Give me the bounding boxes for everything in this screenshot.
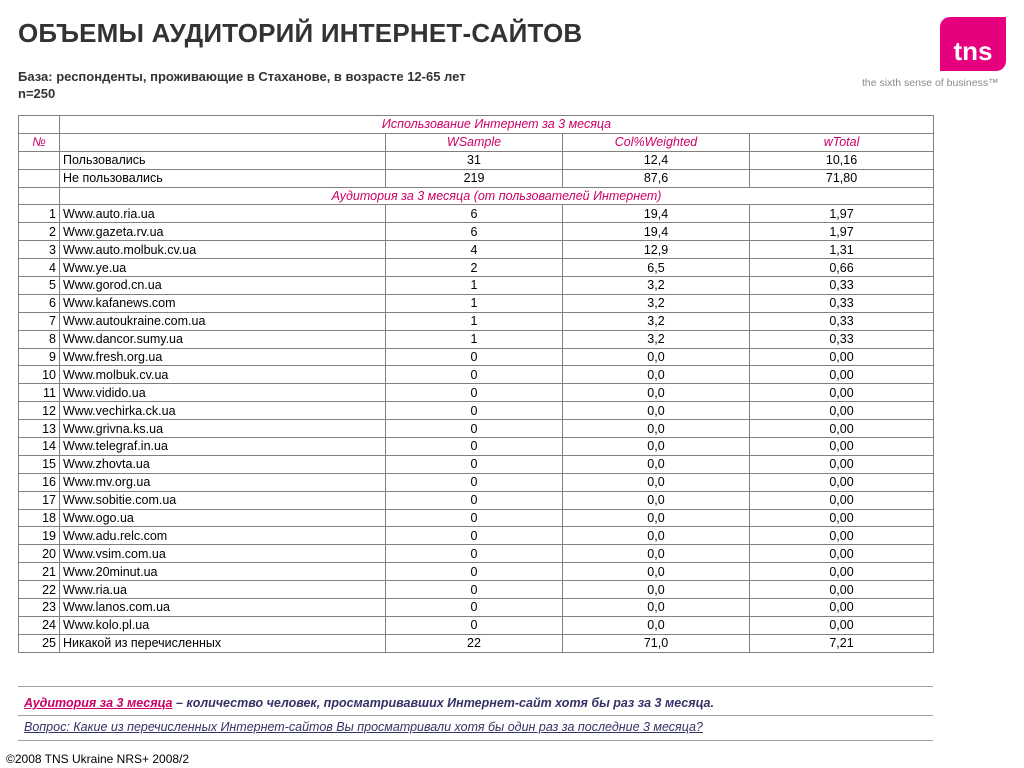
colweighted-value: 0,0 — [563, 491, 750, 509]
row-number: 5 — [19, 277, 60, 295]
wtotal-value: 0,00 — [750, 491, 934, 509]
row-number: 19 — [19, 527, 60, 545]
table-row — [19, 277, 934, 295]
definition-text: – количество человек, просматривавших Интернет-сайт хотя бы раз за 3 месяца. — [172, 696, 714, 710]
usage-wsample: 31 — [386, 151, 563, 169]
tns-logo — [940, 17, 1006, 71]
site-name: Www.sobitie.com.ua — [60, 491, 386, 509]
footer-copyright: ©2008 TNS Ukraine NRS+ 2008/2 — [6, 752, 190, 766]
wtotal-value: 0,00 — [750, 473, 934, 491]
colweighted-value: 0,0 — [563, 420, 750, 438]
site-name: Www.adu.relc.com — [60, 527, 386, 545]
wtotal-value: 0,33 — [750, 312, 934, 330]
wtotal-value: 0,00 — [750, 509, 934, 527]
table-row — [19, 527, 934, 545]
wsample-value: 6 — [386, 205, 563, 223]
wsample-value: 4 — [386, 241, 563, 259]
audience-table-body — [19, 116, 934, 653]
site-name: Www.vidido.ua — [60, 384, 386, 402]
wtotal-value: 0,33 — [750, 294, 934, 312]
table-row — [19, 545, 934, 563]
row-number: 13 — [19, 420, 60, 438]
wsample-value: 1 — [386, 277, 563, 295]
wsample-value: 2 — [386, 259, 563, 277]
site-name: Www.fresh.org.ua — [60, 348, 386, 366]
sample-size: n=250 — [18, 86, 56, 101]
wsample-value: 6 — [386, 223, 563, 241]
site-name: Www.mv.org.ua — [60, 473, 386, 491]
table-row — [19, 259, 934, 277]
wsample-value: 0 — [386, 527, 563, 545]
colweighted-value: 3,2 — [563, 312, 750, 330]
wtotal-value: 0,00 — [750, 348, 934, 366]
row-number: 22 — [19, 581, 60, 599]
empty-cell — [19, 169, 60, 187]
colweighted-value: 0,0 — [563, 616, 750, 634]
logo-text: tns — [953, 36, 993, 66]
colweighted-value: 0,0 — [563, 348, 750, 366]
notes-divider — [18, 715, 933, 716]
site-name: Www.kafanews.com — [60, 294, 386, 312]
logo-tagline: the sixth sense of business™ — [862, 77, 999, 89]
usage-row — [19, 151, 934, 169]
usage-wtotal: 71,80 — [750, 169, 934, 187]
wsample-value: 1 — [386, 312, 563, 330]
colweighted-value: 0,0 — [563, 438, 750, 456]
wtotal-value: 0,00 — [750, 455, 934, 473]
colweighted-value: 0,0 — [563, 509, 750, 527]
table-row — [19, 420, 934, 438]
colweighted-value: 0,0 — [563, 545, 750, 563]
row-number: 15 — [19, 455, 60, 473]
wtotal-value: 0,00 — [750, 527, 934, 545]
wsample-value: 0 — [386, 473, 563, 491]
row-number: 4 — [19, 259, 60, 277]
row-number: 21 — [19, 563, 60, 581]
col-header-wtotal: wTotal — [750, 133, 934, 151]
row-number: 24 — [19, 616, 60, 634]
colweighted-value: 3,2 — [563, 294, 750, 312]
empty-cell — [60, 133, 386, 151]
row-number: 3 — [19, 241, 60, 259]
colweighted-value: 0,0 — [563, 527, 750, 545]
wsample-value: 0 — [386, 581, 563, 599]
row-number: 7 — [19, 312, 60, 330]
usage-label: Не пользовались — [60, 169, 386, 187]
table-row — [19, 205, 934, 223]
table-row — [19, 599, 934, 617]
wtotal-value: 0,00 — [750, 616, 934, 634]
wtotal-value: 1,31 — [750, 241, 934, 259]
wsample-value: 0 — [386, 366, 563, 384]
colweighted-value: 19,4 — [563, 223, 750, 241]
table-row — [19, 473, 934, 491]
colweighted-value: 0,0 — [563, 599, 750, 617]
usage-colweighted: 12,4 — [563, 151, 750, 169]
row-number: 25 — [19, 634, 60, 652]
base-line: База: респонденты, проживающие в Стаханове, в возрасте 12-65 лет — [18, 69, 466, 84]
site-name: Www.telegraf.in.ua — [60, 438, 386, 456]
table-row — [19, 509, 934, 527]
colweighted-value: 71,0 — [563, 634, 750, 652]
colweighted-value: 0,0 — [563, 563, 750, 581]
wsample-value: 0 — [386, 509, 563, 527]
site-name: Никакой из перечисленных — [60, 634, 386, 652]
wsample-value: 1 — [386, 294, 563, 312]
notes-divider-bottom — [18, 740, 933, 741]
wsample-value: 0 — [386, 384, 563, 402]
wsample-value: 0 — [386, 438, 563, 456]
row-number: 11 — [19, 384, 60, 402]
row-number: 1 — [19, 205, 60, 223]
colweighted-value: 12,9 — [563, 241, 750, 259]
col-header-colweighted: Col%Weighted — [563, 133, 750, 151]
site-name: Www.grivna.ks.ua — [60, 420, 386, 438]
page-title: ОБЪЕМЫ АУДИТОРИЙ ИНТЕРНЕТ-САЙТОВ — [18, 18, 583, 48]
empty-cell — [19, 151, 60, 169]
row-number: 17 — [19, 491, 60, 509]
definition-term[interactable]: Аудитория за 3 месяца — [24, 696, 173, 710]
wtotal-value: 0,33 — [750, 277, 934, 295]
site-name: Www.ogo.ua — [60, 509, 386, 527]
wsample-value: 0 — [386, 563, 563, 581]
row-number: 18 — [19, 509, 60, 527]
table-row — [19, 348, 934, 366]
section1-title: Использование Интернет за 3 месяца — [60, 116, 934, 134]
wsample-value: 0 — [386, 599, 563, 617]
wtotal-value: 0,33 — [750, 330, 934, 348]
table-row — [19, 402, 934, 420]
table-row — [19, 634, 934, 652]
colweighted-value: 0,0 — [563, 455, 750, 473]
wtotal-value: 0,00 — [750, 366, 934, 384]
colweighted-value: 0,0 — [563, 402, 750, 420]
site-name: Www.gazeta.rv.ua — [60, 223, 386, 241]
wtotal-value: 0,66 — [750, 259, 934, 277]
row-number: 16 — [19, 473, 60, 491]
wtotal-value: 0,00 — [750, 438, 934, 456]
wsample-value: 0 — [386, 455, 563, 473]
table-row — [19, 223, 934, 241]
col-header-wsample: WSample — [386, 133, 563, 151]
usage-row — [19, 169, 934, 187]
wtotal-value: 0,00 — [750, 384, 934, 402]
site-name: Www.ye.ua — [60, 259, 386, 277]
wsample-value: 0 — [386, 402, 563, 420]
usage-label: Пользовались — [60, 151, 386, 169]
question-note[interactable]: Вопрос: Какие из перечисленных Интернет-сайтов Вы просматривали хотя бы один раз за последние 3 месяца? — [24, 720, 703, 734]
definition-note — [24, 696, 714, 710]
wtotal-value: 7,21 — [750, 634, 934, 652]
wtotal-value: 0,00 — [750, 599, 934, 617]
site-name: Www.vechirka.ck.ua — [60, 402, 386, 420]
table-row — [19, 491, 934, 509]
wtotal-value: 0,00 — [750, 402, 934, 420]
row-number: 14 — [19, 438, 60, 456]
wtotal-value: 0,00 — [750, 581, 934, 599]
wsample-value: 0 — [386, 491, 563, 509]
section-header-row — [19, 116, 934, 134]
wsample-value: 1 — [386, 330, 563, 348]
wtotal-value: 0,00 — [750, 563, 934, 581]
empty-cell — [19, 187, 60, 205]
wsample-value: 22 — [386, 634, 563, 652]
wtotal-value: 0,00 — [750, 420, 934, 438]
wtotal-value: 1,97 — [750, 205, 934, 223]
site-name: Www.zhovta.ua — [60, 455, 386, 473]
site-name: Www.autoukraine.com.ua — [60, 312, 386, 330]
wtotal-value: 1,97 — [750, 223, 934, 241]
colweighted-value: 6,5 — [563, 259, 750, 277]
section-header-row — [19, 187, 934, 205]
row-number: 9 — [19, 348, 60, 366]
row-number: 10 — [19, 366, 60, 384]
table-row — [19, 438, 934, 456]
colweighted-value: 0,0 — [563, 581, 750, 599]
site-name: Www.20minut.ua — [60, 563, 386, 581]
table-row — [19, 616, 934, 634]
wsample-value: 0 — [386, 545, 563, 563]
table-row — [19, 294, 934, 312]
colweighted-value: 3,2 — [563, 330, 750, 348]
row-number: 8 — [19, 330, 60, 348]
row-number: 23 — [19, 599, 60, 617]
site-name: Www.molbuk.cv.ua — [60, 366, 386, 384]
usage-colweighted: 87,6 — [563, 169, 750, 187]
empty-cell — [19, 116, 60, 134]
wsample-value: 0 — [386, 420, 563, 438]
table-row — [19, 384, 934, 402]
table-row — [19, 563, 934, 581]
wtotal-value: 0,00 — [750, 545, 934, 563]
usage-wsample: 219 — [386, 169, 563, 187]
base-description — [18, 68, 466, 102]
site-name: Www.gorod.cn.ua — [60, 277, 386, 295]
notes-divider-top — [18, 686, 933, 687]
table-row — [19, 581, 934, 599]
site-name: Www.dancor.sumy.ua — [60, 330, 386, 348]
row-number: 20 — [19, 545, 60, 563]
row-number: 6 — [19, 294, 60, 312]
colweighted-value: 3,2 — [563, 277, 750, 295]
column-header-row — [19, 133, 934, 151]
row-number: 2 — [19, 223, 60, 241]
table-row — [19, 366, 934, 384]
colweighted-value: 0,0 — [563, 473, 750, 491]
wsample-value: 0 — [386, 616, 563, 634]
wsample-value: 0 — [386, 348, 563, 366]
site-name: Www.ria.ua — [60, 581, 386, 599]
site-name: Www.auto.ria.ua — [60, 205, 386, 223]
colweighted-value: 0,0 — [563, 384, 750, 402]
usage-wtotal: 10,16 — [750, 151, 934, 169]
table-row — [19, 330, 934, 348]
site-name: Www.auto.molbuk.cv.ua — [60, 241, 386, 259]
table-row — [19, 312, 934, 330]
audience-table — [18, 115, 934, 653]
section2-title: Аудитория за 3 месяца (от пользователей Интернет) — [60, 187, 934, 205]
row-number: 12 — [19, 402, 60, 420]
site-name: Www.kolo.pl.ua — [60, 616, 386, 634]
colweighted-value: 0,0 — [563, 366, 750, 384]
table-row — [19, 241, 934, 259]
col-header-num: № — [19, 133, 60, 151]
colweighted-value: 19,4 — [563, 205, 750, 223]
site-name: Www.vsim.com.ua — [60, 545, 386, 563]
table-row — [19, 455, 934, 473]
site-name: Www.lanos.com.ua — [60, 599, 386, 617]
